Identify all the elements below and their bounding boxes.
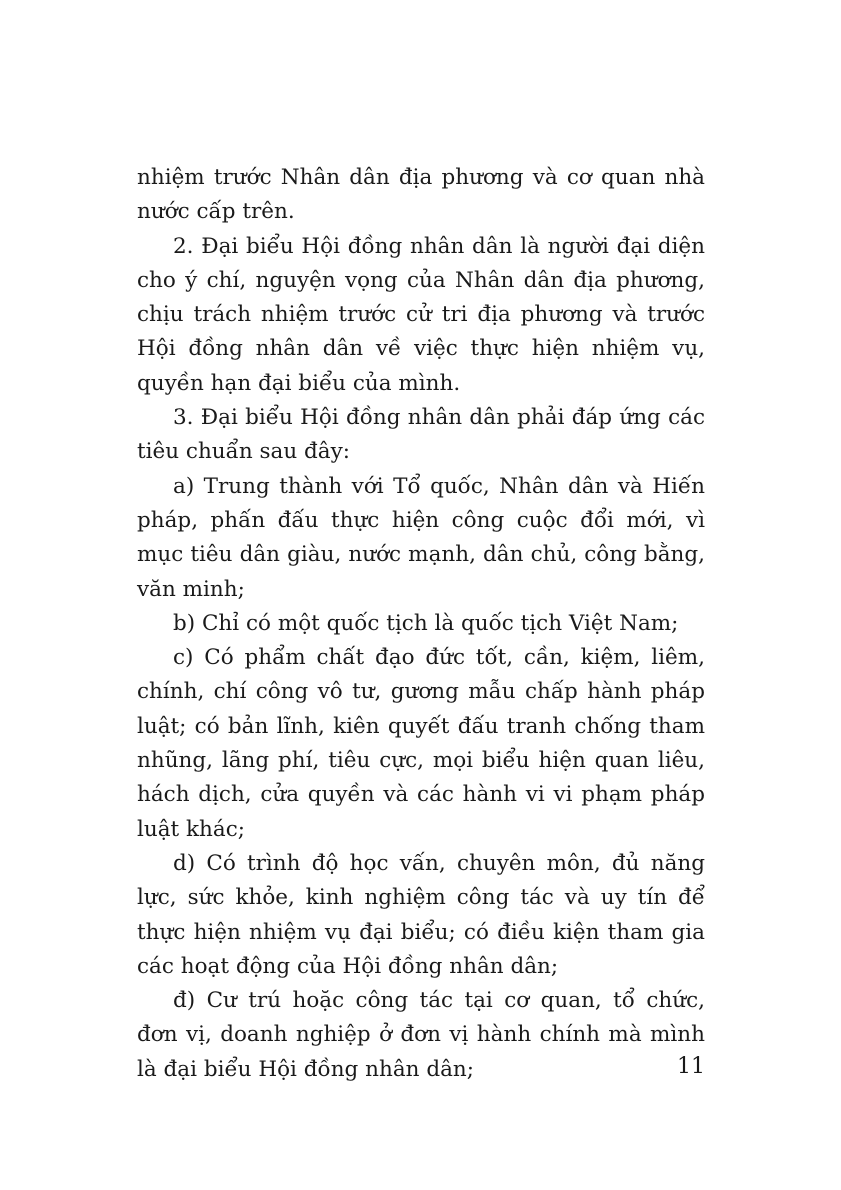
paragraph-item-dd: đ) Cư trú hoặc công tác tại cơ quan, tổ chức, đơn vị, doanh nghiệp ở đơn vị hành chính mà mình là đại biểu Hội đồng nhân dân;: [137, 988, 705, 1082]
paragraph-continuation: nhiệm trước Nhân dân địa phương và cơ quan nhà nước cấp trên.: [137, 165, 705, 225]
document-page: [137, 0, 705, 1190]
body-text: [137, 161, 705, 1087]
paragraph-item-c: c) Có phẩm chất đạo đức tốt, cần, kiệm, liêm, chính, chí công vô tư, gương mẫu chấp hành pháp luật; có bản lĩnh, kiên quyết đấu tranh chống tham nhũng, lãng phí, tiêu cực, mọi biểu hiện quan liêu, hách dịch, cửa quyền và các hành vi vi phạm pháp luật khác;: [137, 645, 705, 842]
paragraph-clause-2: 2. Đại biểu Hội đồng nhân dân là người đại diện cho ý chí, nguyện vọng của Nhân dân địa phương, chịu trách nhiệm trước cử tri địa phương và trước Hội đồng nhân dân về việc thực hiện nhiệm vụ, quyền hạn đại biểu của mình.: [137, 233, 705, 396]
paragraph-item-a: a) Trung thành với Tổ quốc, Nhân dân và Hiến pháp, phấn đấu thực hiện công cuộc đổi mới, vì mục tiêu dân giàu, nước mạnh, dân chủ, công bằng, văn minh;: [137, 473, 705, 602]
page-number: 11: [677, 1054, 705, 1079]
paragraph-clause-3: 3. Đại biểu Hội đồng nhân dân phải đáp ứng các tiêu chuẩn sau đây:: [137, 405, 705, 465]
paragraph-item-d: d) Có trình độ học vấn, chuyên môn, đủ năng lực, sức khỏe, kinh nghiệm công tác và uy tín để thực hiện nhiệm vụ đại biểu; có điều kiện tham gia các hoạt động của Hội đồng nhân dân;: [137, 850, 705, 979]
paragraph-item-b: b) Chỉ có một quốc tịch là quốc tịch Việt Nam;: [173, 610, 679, 636]
